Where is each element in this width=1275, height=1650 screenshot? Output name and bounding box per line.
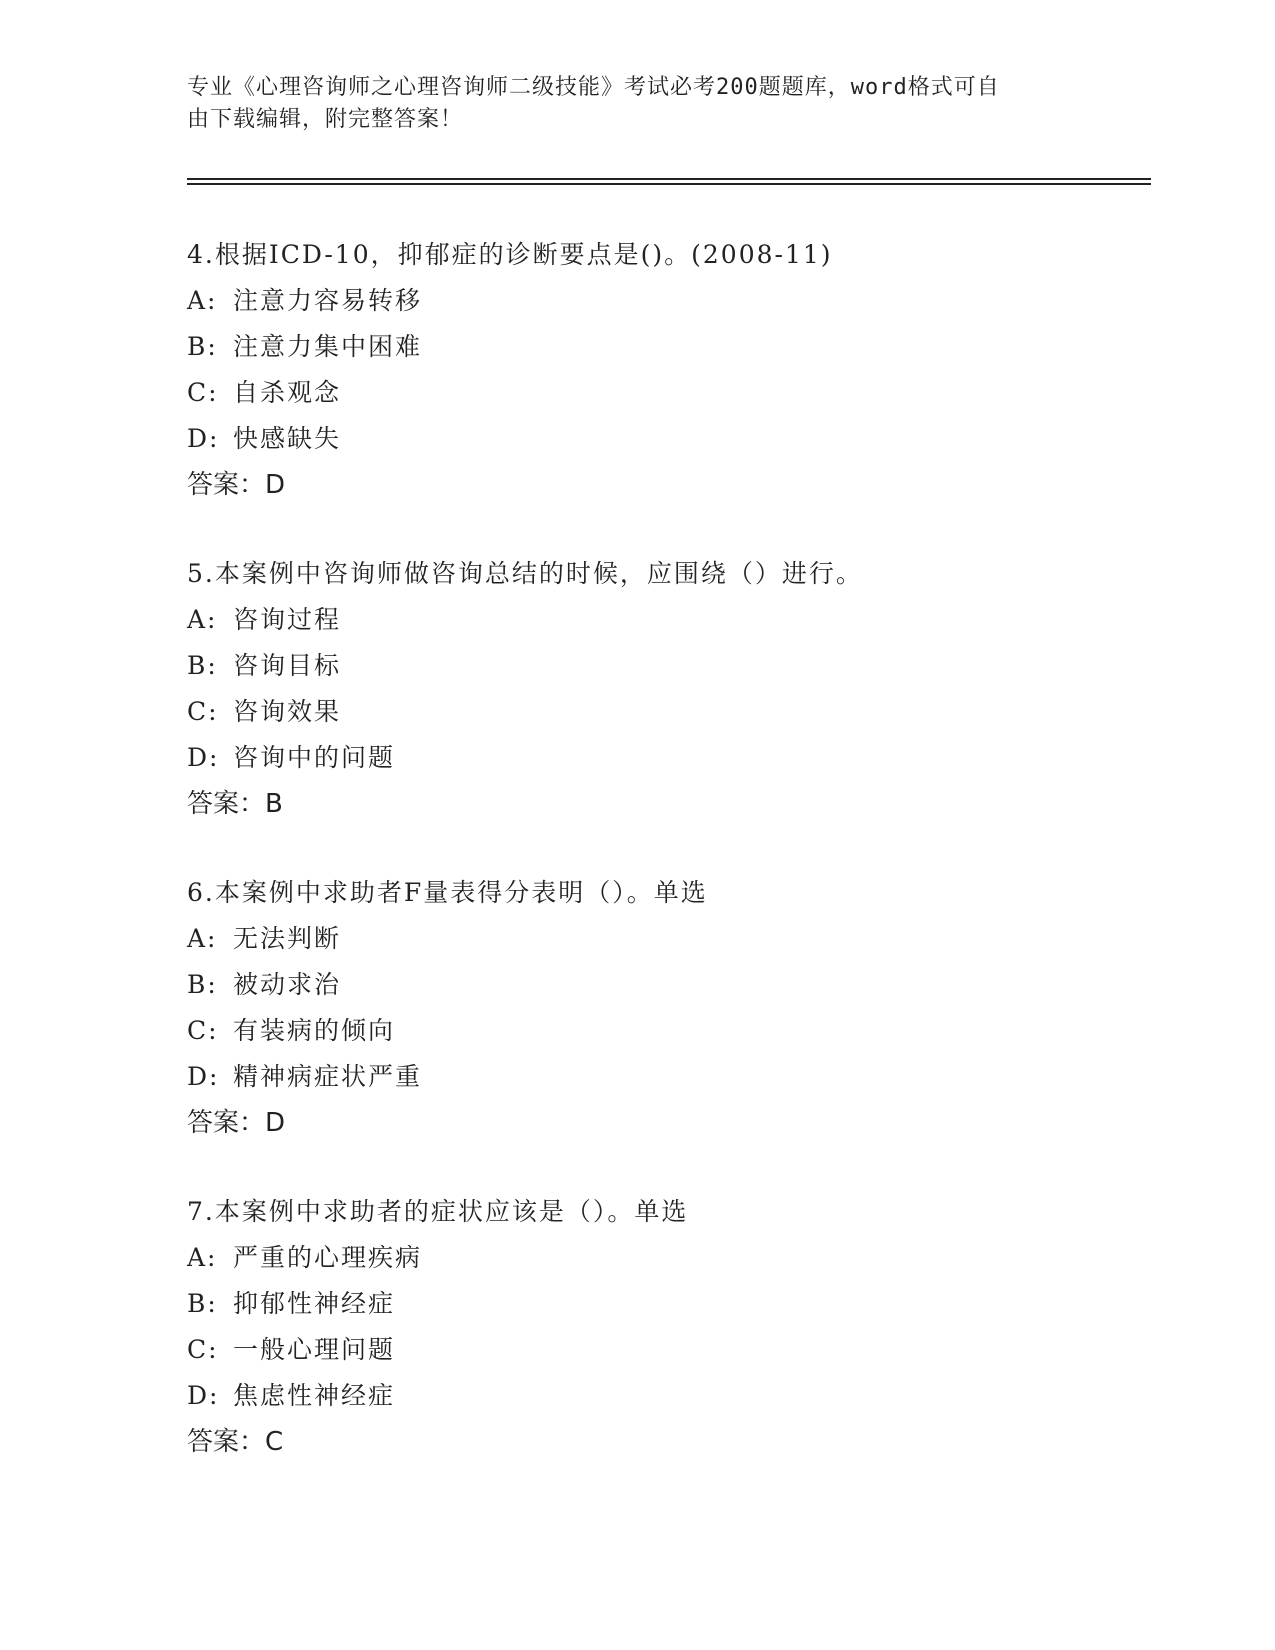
option-letter: A: — [187, 1243, 218, 1272]
option-c — [187, 689, 1137, 735]
answer-line: 答案：D — [187, 1108, 286, 1138]
option-a — [187, 916, 1137, 962]
option-letter: C: — [187, 697, 219, 726]
option-b — [187, 643, 1137, 689]
option-b — [187, 962, 1137, 1008]
answer-line: 答案：B — [187, 789, 283, 819]
option-text: 被动求治 — [233, 970, 342, 999]
option-d — [187, 1373, 1137, 1419]
header-divider-top — [187, 178, 1151, 180]
question-block — [187, 1189, 1137, 1465]
option-text: 一般心理问题 — [233, 1335, 396, 1364]
option-letter: D: — [187, 1381, 220, 1410]
option-letter: B: — [187, 970, 218, 999]
document-header — [187, 72, 1087, 136]
option-text: 焦虑性神经症 — [233, 1381, 396, 1410]
option-text: 咨询中的问题 — [233, 743, 396, 772]
question-block — [187, 232, 1137, 508]
answer-line: 答案：C — [187, 1427, 284, 1457]
option-a — [187, 597, 1137, 643]
answer-line: 答案：D — [187, 470, 286, 500]
header-divider-bottom — [187, 183, 1151, 185]
option-text: 注意力集中困难 — [233, 332, 423, 361]
question-stem: 6.本案例中求助者F量表得分表明（）。单选 — [187, 878, 708, 907]
question-stem: 4.根据ICD-10，抑郁症的诊断要点是()。(2008-11) — [187, 240, 833, 269]
option-letter: A: — [187, 286, 218, 315]
option-text: 咨询效果 — [233, 697, 342, 726]
option-c — [187, 370, 1137, 416]
option-letter: B: — [187, 651, 218, 680]
option-c — [187, 1008, 1137, 1054]
option-text: 注意力容易转移 — [233, 286, 423, 315]
question-stem: 5.本案例中咨询师做咨询总结的时候，应围绕（）进行。 — [187, 559, 863, 588]
option-text: 无法判断 — [233, 924, 342, 953]
option-letter: A: — [187, 924, 218, 953]
header-line-2: 由下载编辑，附完整答案！ — [187, 107, 464, 132]
option-text: 自杀观念 — [233, 378, 342, 407]
header-line-1: 专业《心理咨询师之心理咨询师二级技能》考试必考200题题库，word格式可自 — [187, 75, 1000, 100]
option-letter: B: — [187, 332, 218, 361]
option-b — [187, 1281, 1137, 1327]
option-b — [187, 324, 1137, 370]
option-a — [187, 1235, 1137, 1281]
option-letter: A: — [187, 605, 218, 634]
question-block — [187, 551, 1137, 827]
option-a — [187, 278, 1137, 324]
option-letter: C: — [187, 1335, 219, 1364]
option-text: 严重的心理疾病 — [233, 1243, 423, 1272]
option-text: 精神病症状严重 — [233, 1062, 423, 1091]
option-c — [187, 1327, 1137, 1373]
option-letter: D: — [187, 1062, 220, 1091]
option-text: 咨询过程 — [233, 605, 342, 634]
option-letter: D: — [187, 424, 220, 453]
question-stem: 7.本案例中求助者的症状应该是（）。单选 — [187, 1197, 689, 1226]
option-letter: D: — [187, 743, 220, 772]
option-d — [187, 416, 1137, 462]
option-letter: C: — [187, 1016, 219, 1045]
question-block — [187, 870, 1137, 1146]
option-d — [187, 735, 1137, 781]
option-text: 快感缺失 — [233, 424, 342, 453]
option-d — [187, 1054, 1137, 1100]
option-text: 咨询目标 — [233, 651, 342, 680]
option-text: 有装病的倾向 — [233, 1016, 396, 1045]
option-letter: C: — [187, 378, 219, 407]
option-text: 抑郁性神经症 — [233, 1289, 396, 1318]
option-letter: B: — [187, 1289, 218, 1318]
